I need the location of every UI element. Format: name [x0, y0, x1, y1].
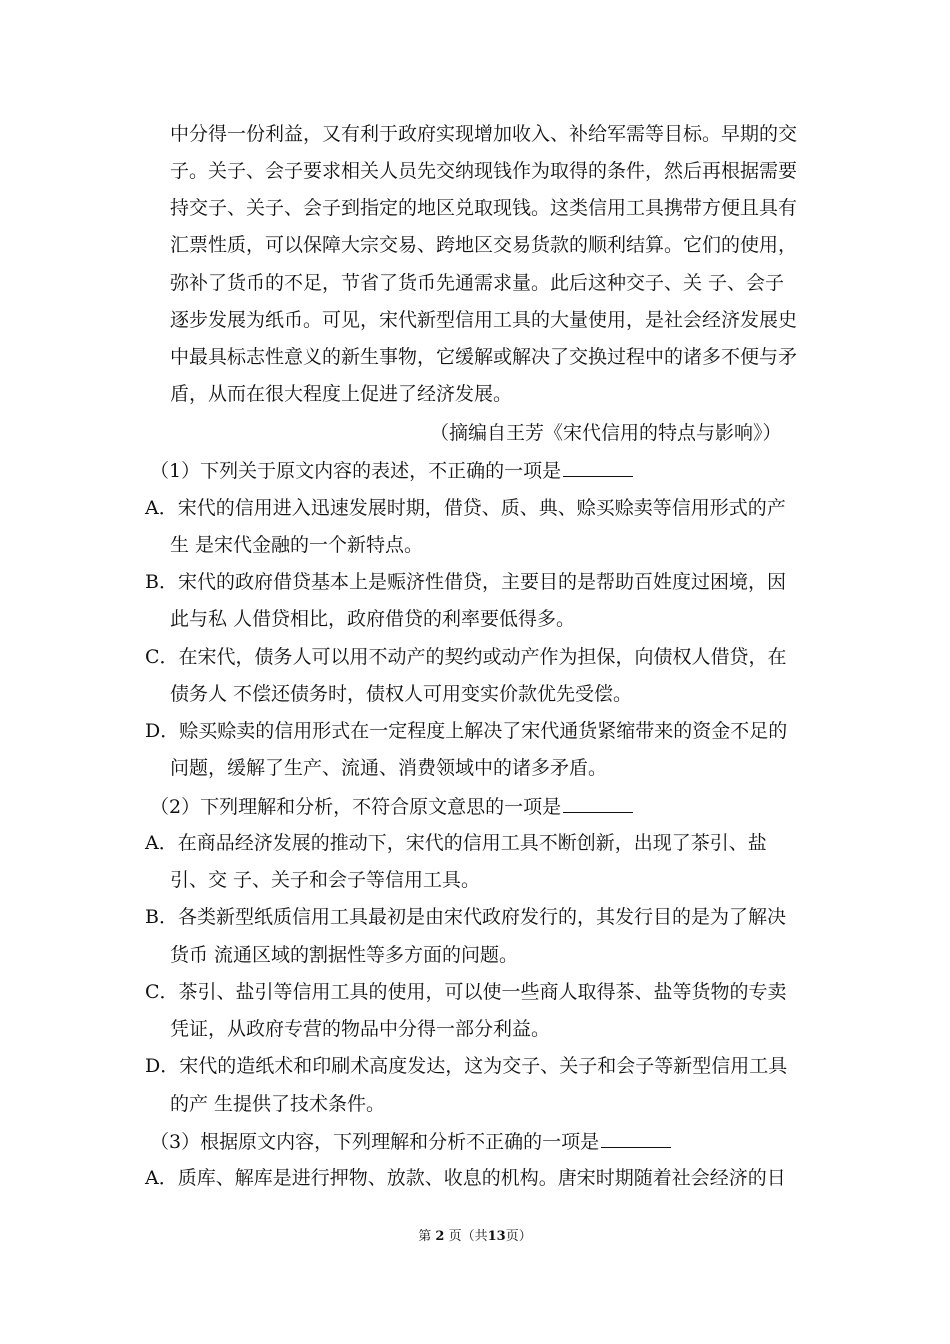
passage-source: （摘编自王芳《宋代信用的特点与影响》） [430, 422, 782, 444]
q1-option-a-cont: 生 是宋代金融的一个新特点。 [170, 534, 424, 556]
footer-total-pages: 13 [487, 1229, 506, 1244]
answer-blank [563, 794, 633, 813]
question-1-text: （1）下列关于原文内容的表述，不正确的一项是 [150, 460, 562, 482]
q2-option-a-cont: 引、交 子、关子和会子等信用工具。 [170, 869, 481, 891]
question-2-text: （2）下列理解和分析，不符合原文意思的一项是 [150, 796, 562, 818]
q1-option-d: D．赊买赊卖的信用形式在一定程度上解决了宋代通货紧缩带来的资金不足的 [145, 720, 788, 742]
q2-option-b: B．各类新型纸质信用工具最初是由宋代政府发行的，其发行目的是为了解决 [145, 906, 786, 928]
q2-option-d: D．宋代的造纸术和印刷术高度发达，这为交子、关子和会子等新型信用工具 [145, 1055, 788, 1077]
question-3-prompt [150, 1129, 671, 1154]
question-3-text: （3）根据原文内容，下列理解和分析不正确的一项是 [150, 1131, 600, 1153]
page-footer [0, 1228, 950, 1246]
passage-line: 中最具标志性意义的新生事物，它缓解或解决了交换过程中的诸多不便与矛 [170, 346, 798, 368]
passage-line: 逐步发展为纸币。可见，宋代新型信用工具的大量使用，是社会经济发展史 [170, 309, 798, 331]
footer-prefix: 第 [418, 1229, 432, 1244]
question-1-prompt [150, 458, 633, 483]
passage-line: 持交子、关子、会子到指定的地区兑取现钱。这类信用工具携带方便且具有 [170, 197, 798, 219]
q1-option-b: B．宋代的政府借贷基本上是赈济性借贷，主要目的是帮助百姓度过困境，因 [145, 571, 786, 593]
passage-line: 弥补了货币的不足，节省了货币先通需求量。此后这种交子、关 子、会子 [170, 272, 785, 294]
question-2-prompt [150, 794, 633, 819]
passage-line: 子。关子、会子要求相关人员先交纳现钱作为取得的条件，然后再根据需要 [170, 160, 798, 182]
answer-blank [601, 1129, 671, 1148]
passage-line: 中分得一份利益，又有利于政府实现增加收入、补给军需等目标。早期的交 [170, 123, 798, 145]
passage-line: 盾，从而在很大程度上促进了经济发展。 [170, 383, 513, 405]
q1-option-b-cont: 此与私 人借贷相比，政府借贷的利率要低得多。 [170, 608, 576, 630]
q1-option-a: A．宋代的信用进入迅速发展时期，借贷、质、典、赊买赊卖等信用形式的产 [145, 497, 786, 519]
footer-mid: 页（共 [448, 1229, 488, 1244]
q2-option-d-cont: 的产 生提供了技术条件。 [170, 1093, 386, 1115]
q2-option-c-cont: 凭证，从政府专营的物品中分得一部分利益。 [170, 1018, 551, 1040]
answer-blank [563, 458, 633, 477]
q2-option-c: C．茶引、盐引等信用工具的使用，可以使一些商人取得茶、盐等货物的专卖 [145, 981, 787, 1003]
q2-option-b-cont: 货币 流通区域的割据性等多方面的问题。 [170, 944, 519, 966]
footer-page-number: 2 [435, 1229, 445, 1244]
passage-line: 汇票性质，可以保障大宗交易、跨地区交易货款的顺利结算。它们的使用， [170, 234, 798, 256]
q3-option-a: A．质库、解库是进行押物、放款、收息的机构。唐宋时期随着社会经济的日 [145, 1167, 786, 1189]
footer-suffix: 页） [505, 1229, 532, 1244]
q1-option-c: C．在宋代，债务人可以用不动产的契约或动产作为担保，向债权人借贷，在 [145, 646, 787, 668]
q2-option-a: A．在商品经济发展的推动下，宋代的信用工具不断创新，出现了茶引、盐 [145, 832, 767, 854]
q1-option-d-cont: 问题，缓解了生产、流通、消费领域中的诸多矛盾。 [170, 757, 608, 779]
q1-option-c-cont: 债务人 不偿还债务时，债权人可用变实价款优先受偿。 [170, 683, 633, 705]
